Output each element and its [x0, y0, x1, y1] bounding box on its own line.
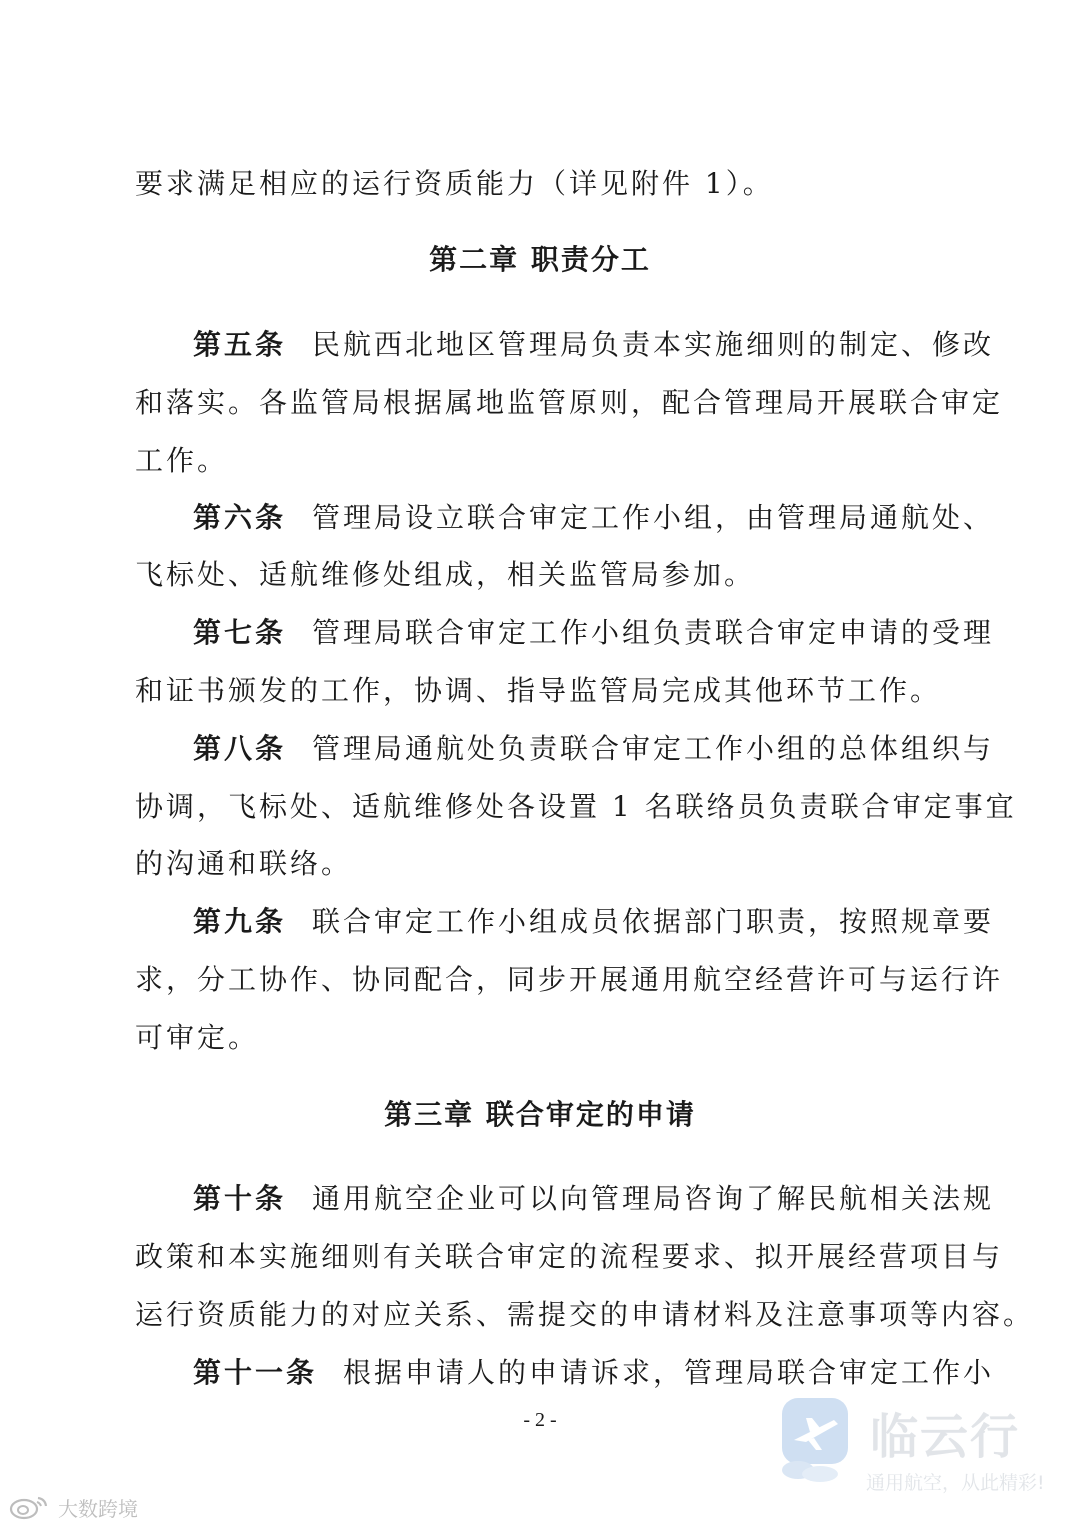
- article-7-title: 第七条: [193, 616, 287, 649]
- article-8-line-2: 协调，飞标处、适航维修处各设置 1 名联络员负责联合审定事宜: [135, 790, 1017, 823]
- article-8-title: 第八条: [193, 732, 287, 765]
- article-10-text: 通用航空企业可以向管理局咨询了解民航相关法规: [312, 1182, 995, 1215]
- chapter-heading-3: 第三章 联合审定的申请: [384, 1098, 696, 1131]
- article-11-text: 根据申请人的申请诉求，管理局联合审定工作小: [343, 1356, 995, 1389]
- article-8-text: 管理局通航处负责联合审定工作小组的总体组织与: [312, 732, 995, 765]
- article-6-line-1: [193, 500, 995, 536]
- article-6-title: 第六条: [193, 501, 287, 534]
- article-10-line-3: 运行资质能力的对应关系、需提交的申请材料及注意事项等内容。: [135, 1298, 1035, 1331]
- watermark-right: [776, 1392, 1076, 1504]
- article-10-title: 第十条: [193, 1182, 287, 1215]
- article-8-line-3: 的沟通和联络。: [135, 847, 353, 880]
- article-9-line-2: 求，分工协作、协同配合，同步开展通用航空经营许可与运行许: [135, 963, 1004, 996]
- article-5-title: 第五条: [193, 328, 287, 361]
- article-11-title: 第十一条: [193, 1356, 318, 1389]
- article-5-line-3: 工作。: [135, 444, 229, 477]
- article-9-line-1: [193, 904, 995, 940]
- article-11-line-1: [193, 1355, 995, 1391]
- page-number: - 2 -: [523, 1409, 557, 1431]
- article-5-line-1: [193, 327, 995, 363]
- article-9-line-3: 可审定。: [135, 1021, 260, 1054]
- article-9-text: 联合审定工作小组成员依据部门职责，按照规章要: [312, 905, 995, 938]
- article-7-text: 管理局联合审定工作小组负责联合审定申请的受理: [312, 616, 995, 649]
- chapter-heading-2: 第二章 职责分工: [429, 243, 651, 276]
- watermark-left: [8, 1492, 138, 1522]
- article-10-line-2: 政策和本实施细则有关联合审定的流程要求、拟开展经营项目与: [135, 1240, 1004, 1273]
- watermark-left-text: 大数跨境: [58, 1496, 138, 1521]
- article-5-text: 民航西北地区管理局负责本实施细则的制定、修改: [312, 328, 995, 361]
- article-8-line-1: [193, 731, 995, 767]
- article-6-text: 管理局设立联合审定工作小组，由管理局通航处、: [312, 501, 995, 534]
- weibo-logo-icon: [8, 1494, 52, 1520]
- watermark-brand: 临云行: [870, 1409, 1021, 1465]
- article-5-line-2: 和落实。各监管局根据属地监管原则，配合管理局开展联合审定: [135, 386, 1004, 419]
- article-10-line-1: [193, 1181, 995, 1217]
- watermark-slogan: 通用航空，从此精彩!: [866, 1472, 1045, 1494]
- article-6-line-2: 飞标处、适航维修处组成，相关监管局参加。: [135, 558, 756, 591]
- paragraph-line: 要求满足相应的运行资质能力（详见附件 1）。: [135, 167, 774, 200]
- article-9-title: 第九条: [193, 905, 287, 938]
- article-7-line-1: [193, 615, 995, 651]
- article-7-line-2: 和证书颁发的工作，协调、指导监管局完成其他环节工作。: [135, 674, 942, 707]
- airplane-logo-icon: [776, 1394, 862, 1484]
